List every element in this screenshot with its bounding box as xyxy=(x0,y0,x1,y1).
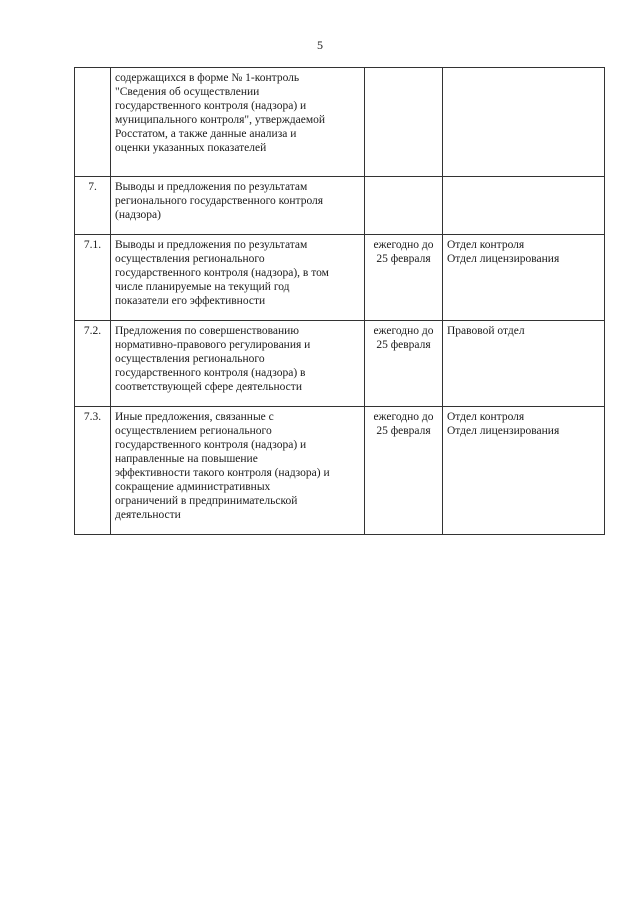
item-description xyxy=(111,321,365,407)
responsible-line: Отдел контроля xyxy=(447,239,525,251)
description-line: осуществлением регионального xyxy=(115,425,272,437)
description-line: (надзора) xyxy=(115,209,161,221)
description-line: числе планируемые на текущий год xyxy=(115,281,290,293)
description-line: государственного контроля (надзора), в том xyxy=(115,267,329,279)
description-line: оценки указанных показателей xyxy=(115,142,267,154)
description-line: соответствующей сфере деятельности xyxy=(115,381,302,393)
responsible-line: Правовой отдел xyxy=(447,325,525,337)
item-number xyxy=(75,68,111,177)
table-row xyxy=(75,235,605,321)
description-line: государственного контроля (надзора) и xyxy=(115,439,307,451)
description-line: Выводы и предложения по результатам xyxy=(115,239,308,251)
description-line: деятельности xyxy=(115,509,181,521)
item-number: 7.2. xyxy=(75,321,111,407)
description-line: Иные предложения, связанные с xyxy=(115,411,274,423)
description-line: Выводы и предложения по результатам xyxy=(115,181,308,193)
item-description xyxy=(111,177,365,235)
description-line: Предложения по совершенствованию xyxy=(115,325,299,337)
item-responsible xyxy=(443,177,605,235)
item-number: 7.3. xyxy=(75,407,111,535)
description-line: нормативно-правового регулирования и xyxy=(115,339,311,351)
description-line: Росстатом, а также данные анализа и xyxy=(115,128,297,140)
description-line: осуществления регионального xyxy=(115,353,265,365)
deadline-line: ежегодно до xyxy=(373,325,434,337)
description-line: "Сведения об осуществлении xyxy=(115,86,260,98)
item-number: 7. xyxy=(75,177,111,235)
item-deadline xyxy=(365,235,443,321)
responsible-line: Отдел лицензирования xyxy=(447,425,560,437)
description-line: направленные на повышение xyxy=(115,453,258,465)
item-description xyxy=(111,235,365,321)
description-line: сокращение административных xyxy=(115,481,271,493)
table-row xyxy=(75,68,605,177)
plan-table-body xyxy=(75,68,605,535)
description-line: муниципального контроля", утверждаемой xyxy=(115,114,326,126)
deadline-line: ежегодно до xyxy=(373,411,434,423)
description-line: осуществления регионального xyxy=(115,253,265,265)
item-deadline xyxy=(365,407,443,535)
page-number: 5 xyxy=(317,38,323,52)
item-responsible xyxy=(443,321,605,407)
responsible-line: Отдел лицензирования xyxy=(447,253,560,265)
deadline-line: 25 февраля xyxy=(376,339,431,351)
item-number: 7.1. xyxy=(75,235,111,321)
item-description xyxy=(111,68,365,177)
item-responsible xyxy=(443,407,605,535)
deadline-line: 25 февраля xyxy=(376,425,431,437)
item-responsible xyxy=(443,235,605,321)
table-row xyxy=(75,321,605,407)
item-deadline xyxy=(365,68,443,177)
description-line: государственного контроля (надзора) и xyxy=(115,100,307,112)
deadline-line: ежегодно до xyxy=(373,239,434,251)
item-deadline xyxy=(365,177,443,235)
description-line: содержащихся в форме № 1-контроль xyxy=(115,72,300,84)
item-description xyxy=(111,407,365,535)
responsible-line: Отдел контроля xyxy=(447,411,525,423)
item-responsible xyxy=(443,68,605,177)
description-line: ограничений в предпринимательской xyxy=(115,495,298,507)
item-deadline xyxy=(365,321,443,407)
description-line: показатели его эффективности xyxy=(115,295,266,307)
description-line: регионального государственного контроля xyxy=(115,195,324,207)
deadline-line: 25 февраля xyxy=(376,253,431,265)
description-line: эффективности такого контроля (надзора) и xyxy=(115,467,330,479)
table-row xyxy=(75,177,605,235)
table-row xyxy=(75,407,605,535)
description-line: государственного контроля (надзора) в xyxy=(115,367,306,379)
plan-table xyxy=(74,67,605,535)
